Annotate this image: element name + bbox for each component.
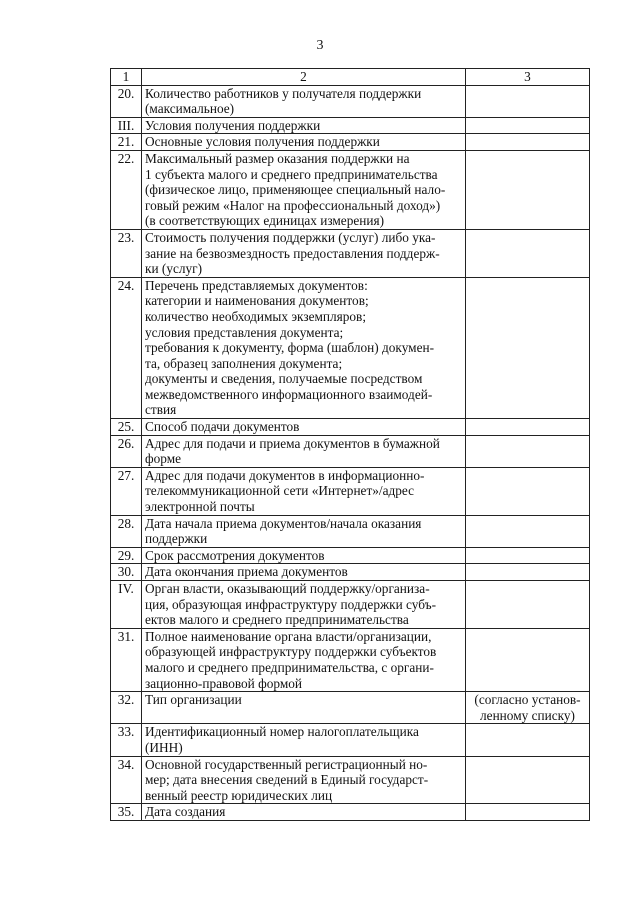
row-value — [466, 419, 590, 436]
row-description: Стоимость получения поддержки (услуг) либо ука- зание на безвозмездность предоставления поддерж- ки (услуг) — [142, 229, 466, 277]
row-description: Основные условия получения поддержки — [142, 134, 466, 151]
row-number: 26. — [111, 435, 142, 467]
row-number: 24. — [111, 277, 142, 418]
table-row — [111, 435, 590, 467]
table-row — [111, 117, 590, 134]
table-row — [111, 85, 590, 117]
row-description: Дата начала приема документов/начала оказания поддержки — [142, 515, 466, 547]
row-description: Срок рассмотрения документов — [142, 547, 466, 564]
row-number: 34. — [111, 756, 142, 804]
row-value: (согласно установ- ленному списку) — [466, 692, 590, 724]
row-description: Идентификационный номер налогоплательщика (ИНН) — [142, 724, 466, 756]
table-row — [111, 724, 590, 756]
table-row — [111, 277, 590, 418]
row-value — [466, 515, 590, 547]
row-number: 35. — [111, 804, 142, 821]
row-value — [466, 435, 590, 467]
table-row — [111, 229, 590, 277]
table-row — [111, 515, 590, 547]
row-value — [466, 85, 590, 117]
row-value — [466, 467, 590, 515]
table-row — [111, 467, 590, 515]
table-row — [111, 804, 590, 821]
row-description: Максимальный размер оказания поддержки на 1 субъекта малого и среднего предпринимательства (физическое лицо, применяющее специальный нало- говый режим «Налог на профессиональный доход») (в соответствующих единицах измерения) — [142, 150, 466, 229]
row-value — [466, 756, 590, 804]
row-number: 20. — [111, 85, 142, 117]
row-value — [466, 134, 590, 151]
row-number: III. — [111, 117, 142, 134]
row-value — [466, 724, 590, 756]
row-value — [466, 547, 590, 564]
table-row — [111, 628, 590, 691]
page-number: 3 — [316, 38, 324, 53]
row-description: Орган власти, оказывающий поддержку/организа- ция, образующая инфраструктуру поддержки субъ- ектов малого и среднего предпринимательства — [142, 581, 466, 629]
row-number: IV. — [111, 581, 142, 629]
table-row — [111, 564, 590, 581]
table-row — [111, 581, 590, 629]
row-description: Количество работников у получателя поддержки (максимальное) — [142, 85, 466, 117]
row-number: 31. — [111, 628, 142, 691]
row-value — [466, 581, 590, 629]
row-description: Способ подачи документов — [142, 419, 466, 436]
row-number: 22. — [111, 150, 142, 229]
row-number: 28. — [111, 515, 142, 547]
table-row — [111, 150, 590, 229]
row-description: Адрес для подачи документов в информационно- телекоммуникационной сети «Интернет»/адрес электронной почты — [142, 467, 466, 515]
row-number: 25. — [111, 419, 142, 436]
row-description: Условия получения поддержки — [142, 117, 466, 134]
column-header-2: 2 — [142, 69, 466, 86]
row-number: 32. — [111, 692, 142, 724]
row-number: 23. — [111, 229, 142, 277]
row-description: Адрес для подачи и приема документов в бумажной форме — [142, 435, 466, 467]
row-description: Дата окончания приема документов — [142, 564, 466, 581]
row-value — [466, 804, 590, 821]
table-row — [111, 134, 590, 151]
requirements-table — [110, 68, 590, 821]
row-value — [466, 150, 590, 229]
row-description: Дата создания — [142, 804, 466, 821]
row-description: Основной государственный регистрационный но- мер; дата внесения сведений в Единый государст- венный реестр юридических лиц — [142, 756, 466, 804]
row-description: Полное наименование органа власти/организации, образующей инфраструктуру поддержки субъектов малого и среднего предпринимательства, с органи- зационно-правовой формой — [142, 628, 466, 691]
column-header-1: 1 — [111, 69, 142, 86]
row-number: 29. — [111, 547, 142, 564]
table-row — [111, 692, 590, 724]
table-row — [111, 756, 590, 804]
row-value — [466, 628, 590, 691]
row-value — [466, 564, 590, 581]
row-description: Перечень представляемых документов: категории и наименования документов; количество необходимых экземпляров; условия представления документа; требования к документу, форма (шаблон) докумен- та, образец заполнения документа; документы и сведения, получаемые посредством межведомственного информационного взаимодей- ствия — [142, 277, 466, 418]
row-value — [466, 277, 590, 418]
row-description: Тип организации — [142, 692, 466, 724]
table-row — [111, 419, 590, 436]
row-number: 30. — [111, 564, 142, 581]
column-header-3: 3 — [466, 69, 590, 86]
table-header-row — [111, 69, 590, 86]
row-number: 21. — [111, 134, 142, 151]
table-row — [111, 547, 590, 564]
row-number: 33. — [111, 724, 142, 756]
row-number: 27. — [111, 467, 142, 515]
row-value — [466, 117, 590, 134]
row-value — [466, 229, 590, 277]
